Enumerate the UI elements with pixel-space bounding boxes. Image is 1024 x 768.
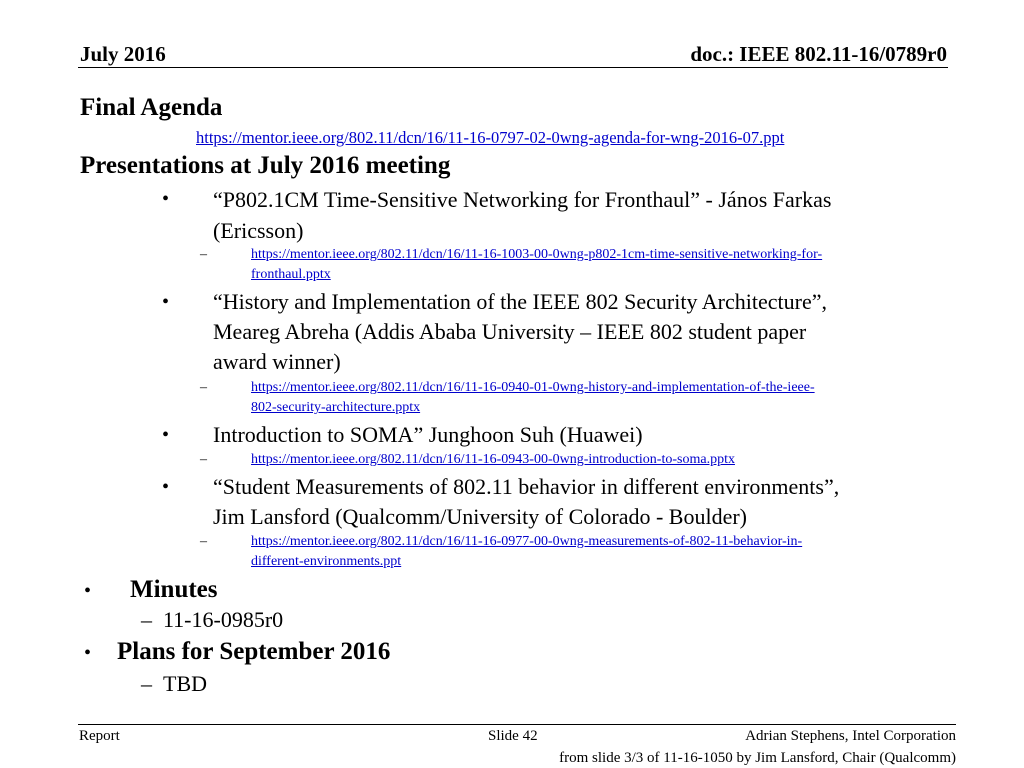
bullet-icon: • [84,580,92,602]
dash-icon: – [141,671,152,696]
dash-icon: – [200,534,207,549]
bullet-icon: • [162,424,170,446]
presentation-4-line-2: Jim Lansford (Qualcomm/University of Colorado - Boulder) [213,504,748,529]
header-divider [78,67,948,68]
footer-source: from slide 3/3 of 11-16-1050 by Jim Lansford, Chair (Qualcomm) [559,750,956,766]
bullet-icon: • [162,476,170,498]
presentation-4-line-1: “Student Measurements of 802.11 behavior in different environments”, [213,474,840,499]
bullet-icon: • [162,291,170,313]
header-date: July 2016 [80,42,166,66]
presentations-heading: Presentations at July 2016 meeting [80,152,451,179]
presentation-1-line-2: (Ericsson) [213,218,304,243]
presentation-2-link-line-1[interactable]: https://mentor.ieee.org/802.11/dcn/16/11-16-0940-01-0wng-history-and-implementation-of-the-ieee- [251,380,815,395]
presentation-1-link-line-1[interactable]: https://mentor.ieee.org/802.11/dcn/16/11-16-1003-00-0wng-p802-1cm-time-sensitive-networking-for- [251,247,823,262]
presentation-4-link-line-2[interactable]: different-environments.ppt [251,554,402,569]
final-agenda-heading: Final Agenda [80,94,223,121]
bullet-icon: • [162,188,170,210]
bullet-icon: • [84,642,92,664]
dash-icon: – [200,452,207,467]
footer-divider [78,724,956,725]
dash-icon: – [200,247,207,262]
presentation-1-link-line-2[interactable]: fronthaul.pptx [251,267,331,282]
presentation-1-line-1: “P802.1CM Time-Sensitive Networking for Fronthaul” - János Farkas [213,187,832,212]
presentation-2-line-2: Meareg Abreha (Addis Ababa University – IEEE 802 student paper [213,319,807,344]
minutes-document-id: 11-16-0985r0 [163,607,284,632]
slide-number: Slide 42 [488,728,538,744]
presentation-2-line-1: “History and Implementation of the IEEE 802 Security Architecture”, [213,289,827,314]
dash-icon: – [200,380,207,395]
footer-left: Report [79,728,120,744]
footer-author: Adrian Stephens, Intel Corporation [745,728,956,744]
presentation-2-line-3: award winner) [213,349,341,374]
plans-heading: Plans for September 2016 [117,638,391,665]
presentation-3-line-1: Introduction to SOMA” Junghoon Suh (Huawei) [213,422,643,447]
presentation-2-link-line-2[interactable]: 802-security-architecture.pptx [251,400,421,415]
presentation-4-link-line-1[interactable]: https://mentor.ieee.org/802.11/dcn/16/11-16-0977-00-0wng-measurements-of-802-11-behavior-in- [251,534,803,549]
presentation-3-link-line-1[interactable]: https://mentor.ieee.org/802.11/dcn/16/11-16-0943-00-0wng-introduction-to-soma.pptx [251,452,735,467]
plans-tbd: TBD [163,671,207,696]
dash-icon: – [141,607,152,632]
final-agenda-link[interactable]: https://mentor.ieee.org/802.11/dcn/16/11-16-0797-02-0wng-agenda-for-wng-2016-07.ppt [196,128,785,147]
header-doc-id: doc.: IEEE 802.11-16/0789r0 [690,42,947,66]
minutes-heading: Minutes [130,576,218,603]
